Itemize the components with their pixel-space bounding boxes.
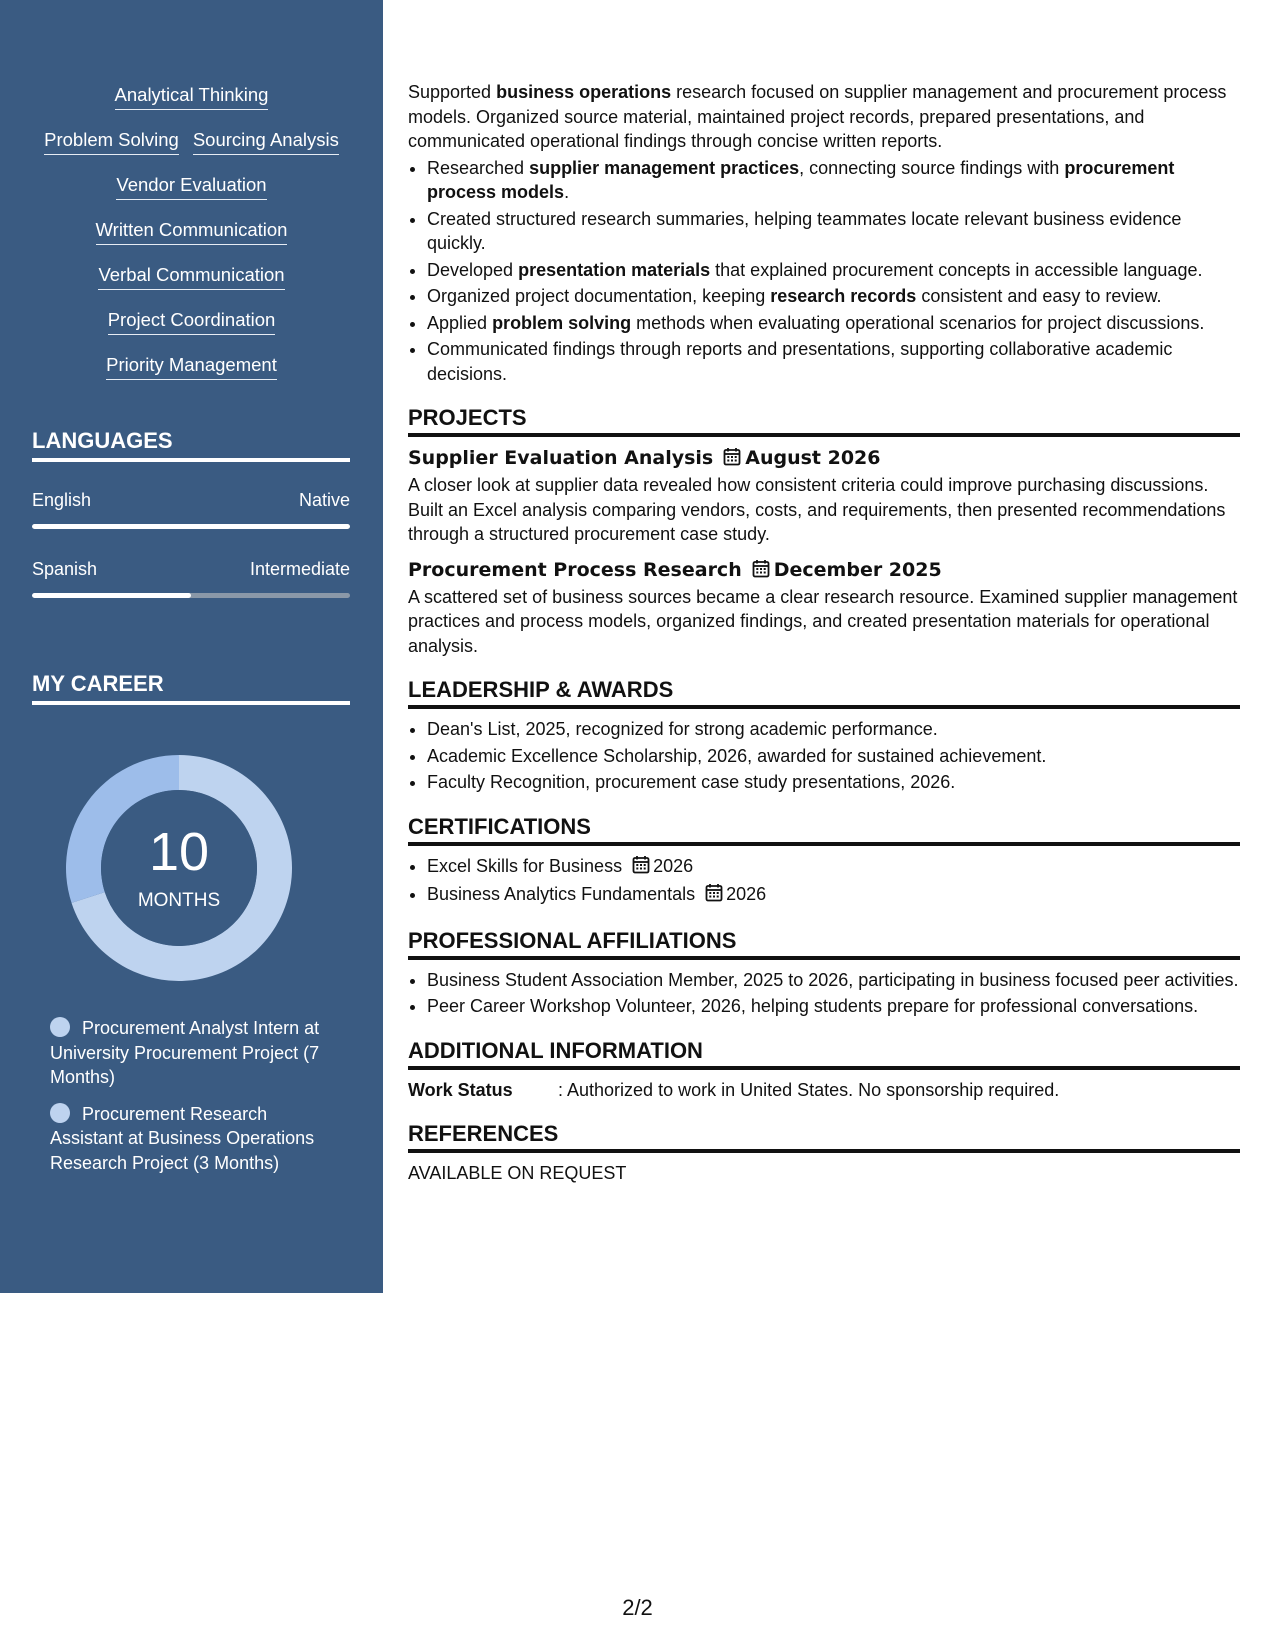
skill-row — [0, 309, 383, 354]
affiliation-item: • Peer Career Workshop Volunteer, 2026, helping students prepare for professional conversations. — [427, 994, 1240, 1019]
skill-tag: Sourcing Analysis — [193, 129, 339, 155]
career-item — [50, 1102, 330, 1176]
experience-bullet: • Organized project documentation, keeping research records consistent and easy to review. — [427, 284, 1240, 309]
certifications-heading: CERTIFICATIONS — [408, 813, 1240, 846]
project-title: Procurement Process Research — [408, 558, 742, 581]
career-list — [50, 1016, 330, 1187]
project-title-row — [408, 445, 1240, 473]
certification-name: Business Analytics Fundamentals — [427, 884, 696, 904]
certification-name: Excel Skills for Business — [427, 855, 623, 876]
affiliation-item: • Business Student Association Member, 2025 to 2026, participating in business focused peer activities. — [427, 968, 1240, 993]
leadership-item: • Faculty Recognition, procurement case study presentations, 2026. — [427, 770, 1240, 795]
work-status-value: : Authorized to work in United States. No sponsorship required. — [558, 1079, 1060, 1100]
language-level: Native — [298, 490, 350, 510]
calendar-icon — [723, 447, 741, 473]
career-total-unit: MONTHS — [137, 890, 221, 911]
certifications-list — [408, 854, 1240, 909]
references-heading: REFERENCES — [408, 1120, 1240, 1153]
career-item-text: Procurement Analyst Intern at University Procurement Project (7 Months) — [50, 1018, 320, 1087]
page-number: 2/2 — [622, 1595, 653, 1620]
certification-year: 2026 — [653, 855, 694, 876]
skill-tag: Verbal Communication — [98, 264, 284, 290]
skill-tag: Written Communication — [96, 219, 288, 245]
experience-bullet: • Researched supplier management practices, connecting source findings with procurement process models. — [427, 156, 1240, 205]
language-bar-fill — [32, 524, 350, 529]
work-status-label: Work Status — [408, 1079, 513, 1100]
leadership-heading: LEADERSHIP & AWARDS — [408, 676, 1240, 709]
project — [408, 445, 1240, 547]
skill-tag: Priority Management — [106, 354, 277, 380]
references-text: AVAILABLE ON REQUEST — [408, 1163, 627, 1183]
projects-heading: PROJECTS — [408, 404, 1240, 437]
language-name: Spanish — [32, 559, 98, 579]
language-name: English — [32, 490, 92, 510]
career-dot-icon — [50, 1017, 70, 1037]
project-date: December 2025 — [773, 558, 942, 581]
leadership-item: • Academic Excellence Scholarship, 2026, awarded for sustained achievement. — [427, 744, 1240, 769]
work-status-row — [408, 1078, 1240, 1103]
project-description: A scattered set of business sources became a clear research resource. Examined supplier management practices and process models, organized findings, and created presentation materials for operational analysis. — [408, 586, 1238, 656]
additional-info-heading: ADDITIONAL INFORMATION — [408, 1037, 1240, 1070]
skill-row — [0, 219, 383, 264]
languages-heading: LANGUAGES — [32, 428, 350, 462]
calendar-icon — [752, 559, 770, 585]
career-item-text: Procurement Research Assistant at Business Operations Research Project (3 Months) — [50, 1103, 315, 1173]
project-description: A closer look at supplier data revealed how consistent criteria could improve purchasing discussions. Built an Excel analysis comparing vendors, costs, and requirements, then presented recommendations through a structured procurement case study. — [408, 475, 1226, 544]
sidebar — [0, 0, 383, 1293]
certification-item — [427, 882, 1240, 909]
skill-row — [0, 84, 383, 129]
career-total-value: 10 — [148, 822, 210, 882]
certification-year: 2026 — [726, 884, 767, 904]
skill-tag: Problem Solving — [44, 129, 179, 155]
skill-row — [0, 354, 383, 399]
skill-tag: Analytical Thinking — [115, 84, 269, 110]
project-title: Supplier Evaluation Analysis — [408, 447, 714, 469]
career-dot-icon — [50, 1103, 70, 1123]
language-level: Intermediate — [249, 559, 350, 579]
project-date: August 2026 — [745, 447, 881, 469]
skill-row — [0, 174, 383, 219]
language-bar — [32, 593, 350, 598]
experience-bullet: • Applied problem solving methods when evaluating operational scenarios for project discussions. — [427, 311, 1240, 336]
calendar-icon — [705, 883, 723, 909]
experience-bullets — [408, 156, 1240, 387]
career-heading: MY CAREER — [32, 671, 350, 705]
language-bar — [32, 524, 350, 529]
affiliations-heading: PROFESSIONAL AFFILIATIONS — [408, 927, 1240, 960]
calendar-icon — [632, 855, 650, 881]
experience-summary: Supported business operations research focused on supplier management and procurement process models. Organized source material, maintained project records, prepared presentations, and communicated operational findings through concise written reports. — [408, 82, 1227, 151]
certification-item — [427, 854, 1240, 881]
skills-list — [0, 84, 383, 399]
project — [408, 557, 1240, 659]
language-bar-fill — [32, 593, 191, 598]
skill-tag: Project Coordination — [108, 309, 276, 335]
project-title-row — [408, 557, 1240, 585]
affiliations-list — [408, 968, 1240, 1019]
skill-row — [0, 264, 383, 309]
career-item — [50, 1016, 330, 1090]
experience-bullet: • Created structured research summaries, helping teammates locate relevant business evidence quickly. — [427, 207, 1240, 256]
leadership-list — [408, 717, 1240, 795]
leadership-item: • Dean's List, 2025, recognized for strong academic performance. — [427, 717, 1240, 742]
skill-row — [0, 129, 383, 174]
experience-bullet: • Communicated findings through reports and presentations, supporting collaborative academic decisions. — [427, 337, 1240, 386]
main-content — [408, 80, 1240, 1186]
skill-tag: Vendor Evaluation — [116, 174, 266, 200]
experience-bullet: • Developed presentation materials that explained procurement concepts in accessible language. — [427, 258, 1240, 283]
